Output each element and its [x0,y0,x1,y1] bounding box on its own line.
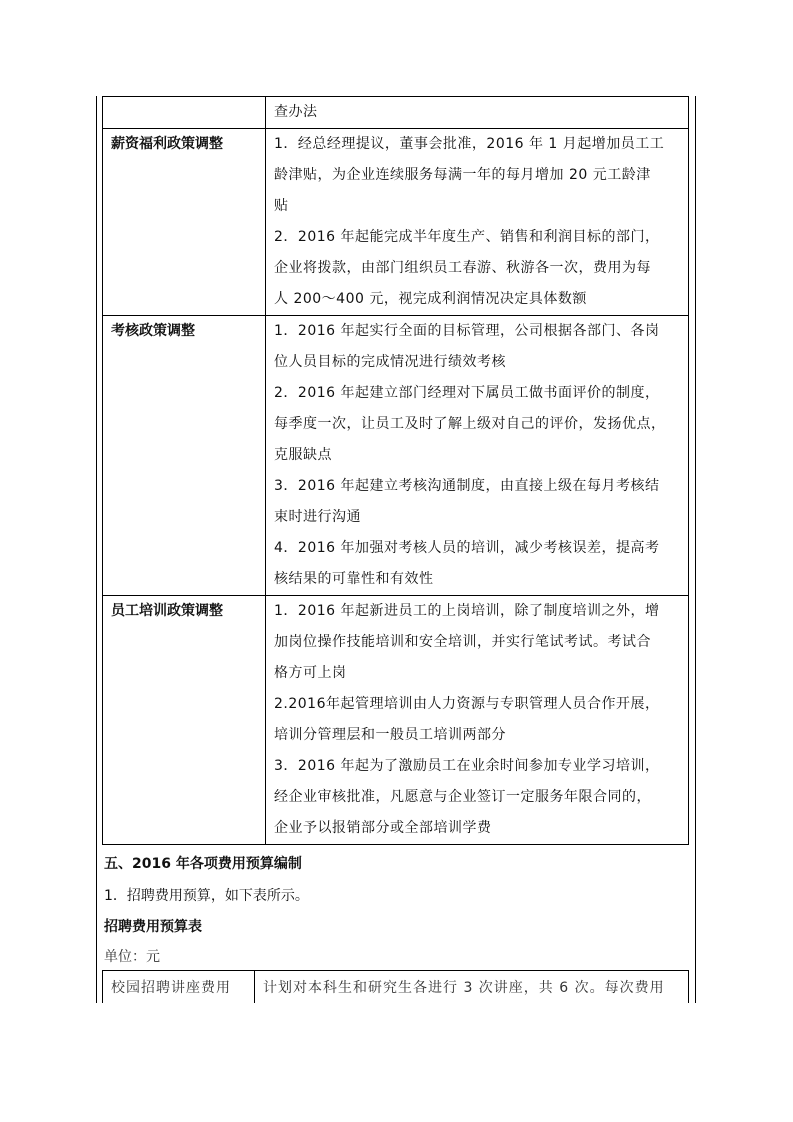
row-content [266,129,689,316]
recruitment-budget-table [102,970,689,1003]
unit-label: 单位：元 [104,949,160,965]
table-row [103,97,689,129]
content-line: 位人员目标的完成情况进行绩效考核 [274,354,506,370]
row-content [266,596,689,845]
content-line: 束时进行沟通 [274,509,361,525]
row-label: 考核政策调整 [103,316,266,596]
table-row [103,971,689,1004]
budget-item: 校园招聘讲座费用 [103,971,255,1004]
content-line: 1．2016 年起实行全面的目标管理，公司根据各部门、各岗 [274,323,660,339]
budget-table-title: 招聘费用预算表 [104,919,202,935]
content-line: 核结果的可靠性和有效性 [274,571,434,587]
content-line: 培训分管理层和一般员工培训两部分 [274,727,506,743]
row-content [266,316,689,596]
content-line: 加岗位操作技能培训和安全培训，并实行笔试考试。考试合 [274,634,651,650]
content-line: 2.2016年起管理培训由人力资源与专职管理人员合作开展， [274,696,660,712]
budget-description: 计划对本科生和研究生各进行 3 次讲座，共 6 次。每次费用 [255,971,689,1004]
table-row-salary-welfare [103,129,689,316]
table-row-assessment [103,316,689,596]
content-line: 每季度一次，让员工及时了解上级对自己的评价，发扬优点， [274,416,666,432]
content-line: 3．2016 年起建立考核沟通制度，由直接上级在每月考核结 [274,478,660,494]
content-line: 人 200～400 元，视完成利润情况决定具体数额 [274,291,587,307]
content-line: 企业将拨款，由部门组织员工春游、秋游各一次，费用为每 [274,260,651,276]
content-line: 格方可上岗 [274,665,347,681]
row-label: 员工培训政策调整 [103,596,266,845]
content-line: 1．2016 年起新进员工的上岗培训，除了制度培训之外，增 [274,603,660,619]
content-line: 4．2016 年加强对考核人员的培训，减少考核误差，提高考 [274,540,660,556]
section-heading: 五、2016 年各项费用预算编制 [104,856,302,872]
content-line: 2．2016 年起建立部门经理对下属员工做书面评价的制度， [274,385,660,401]
intro-paragraph: 1．招聘费用预算，如下表所示。 [104,888,309,904]
row-label: 薪资福利政策调整 [103,129,266,316]
content-line: 查办法 [274,104,318,120]
content-line: 龄津贴，为企业连续服务每满一年的每月增加 20 元工龄津 [274,167,651,183]
content-line: 2．2016 年起能完成半年度生产、销售和利润目标的部门， [274,229,660,245]
policy-adjustment-table [102,96,689,845]
content-line: 3．2016 年起为了激励员工在业余时间参加专业学习培训， [274,758,660,774]
content-line: 经企业审核批准，凡愿意与企业签订一定服务年限合同的， [274,789,651,805]
row-label [103,97,266,129]
content-line: 企业予以报销部分或全部培训学费 [274,820,492,836]
content-line: 克服缺点 [274,447,332,463]
row-content [266,97,689,129]
table-row-training [103,596,689,845]
content-line: 1．经总经理提议，董事会批准，2016 年 1 月起增加员工工 [274,136,665,152]
content-line: 贴 [274,198,289,214]
